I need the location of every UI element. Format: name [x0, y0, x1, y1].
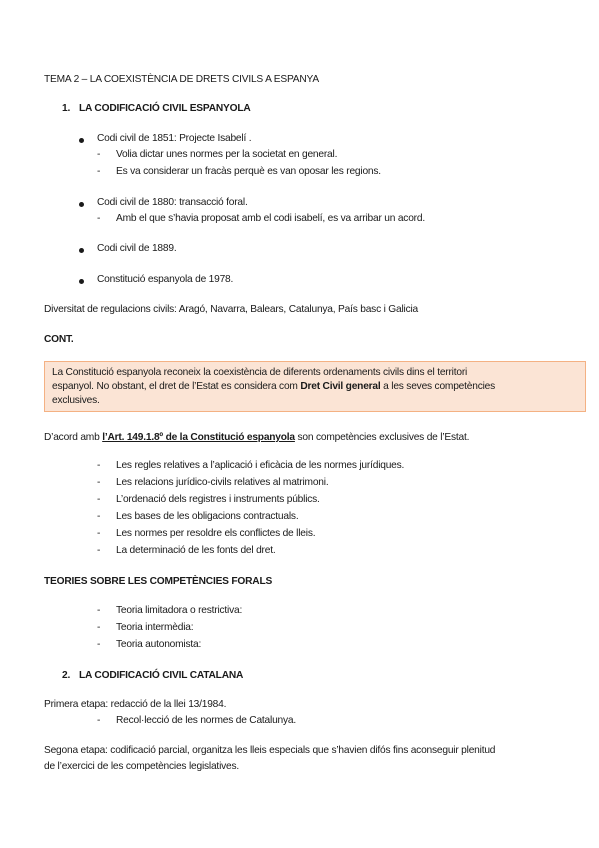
theory-item: Teoria intermèdia:	[116, 622, 194, 633]
dash-marker: -	[97, 622, 101, 633]
first-stage-subitem: Recol·lecció de les normes de Catalunya.	[116, 715, 296, 726]
section-2-heading: LA CODIFICACIÓ CIVIL CATALANA	[79, 670, 244, 681]
dash-marker: -	[97, 545, 101, 556]
dash-marker: -	[97, 494, 101, 505]
dash-marker: -	[97, 213, 101, 224]
callout-box	[44, 361, 586, 412]
article-line: D’acord amb l’Art. 149.1.8º de la Constitució espanyola son competències exclusives de l’Estat.	[44, 432, 470, 443]
dash-marker: -	[97, 511, 101, 522]
competency-item: Les relacions jurídico-civils relatives al matrimoni.	[116, 477, 329, 488]
competency-item: La determinació de les fonts del dret.	[116, 545, 276, 556]
dash-marker: -	[97, 605, 101, 616]
bullet-item: Codi civil de 1889.	[97, 243, 177, 254]
theories-heading: TEORIES SOBRE LES COMPETÈNCIES FORALS	[44, 576, 273, 587]
sub-item: Volia dictar unes normes per la societat en general.	[116, 149, 338, 160]
second-stage-line: de l’exercici de les competències legislatives.	[44, 761, 240, 772]
dash-marker: -	[97, 715, 101, 726]
competency-item: Les regles relatives a l’aplicació i eficàcia de les normes jurídiques.	[116, 460, 405, 471]
callout-line: espanyol. No obstant, el dret de l’Estat es considera com Dret Civil general a les seves competències	[52, 381, 496, 392]
dret-civil-general: Dret Civil general	[300, 381, 381, 392]
document-title: TEMA 2 – LA COEXISTÈNCIA DE DRETS CIVILS A ESPANYA	[44, 74, 319, 85]
section-2-number: 2.	[62, 670, 71, 681]
second-stage-line: Segona etapa: codificació parcial, organitza les lleis especials que s’havien difós fins aconseguir plenitud	[44, 745, 496, 756]
bullet-dot	[79, 248, 84, 253]
competency-item: Les normes per resoldre els conflictes de lleis.	[116, 528, 316, 539]
bullet-item: Codi civil de 1851: Projecte Isabelí .	[97, 133, 252, 144]
diversity-line: Diversitat de regulacions civils: Aragó, Navarra, Balears, Catalunya, País basc i Galicia	[44, 304, 419, 315]
dash-marker: -	[97, 477, 101, 488]
sub-item: Es va considerar un fracàs perquè es van oposar les regions.	[116, 166, 381, 177]
bullet-dot	[79, 202, 84, 207]
callout-line: exclusives.	[52, 395, 100, 406]
bullet-item: Constitució espanyola de 1978.	[97, 274, 234, 285]
cont-label: CONT.	[44, 334, 74, 345]
dash-marker: -	[97, 528, 101, 539]
article-reference: l’Art. 149.1.8º de la Constitució espanyola	[102, 432, 295, 443]
theory-item: Teoria autonomista:	[116, 639, 202, 650]
bullet-dot	[79, 279, 84, 284]
dash-marker: -	[97, 639, 101, 650]
dash-marker: -	[97, 149, 101, 160]
dash-marker: -	[97, 460, 101, 471]
first-stage-line: Primera etapa: redacció de la llei 13/1984.	[44, 699, 227, 710]
competency-item: L’ordenació dels registres i instruments públics.	[116, 494, 320, 505]
bullet-item: Codi civil de 1880: transacció foral.	[97, 197, 248, 208]
dash-marker: -	[97, 166, 101, 177]
sub-item: Amb el que s’havia proposat amb el codi isabelí, es va arribar un acord.	[116, 213, 425, 224]
competency-item: Les bases de les obligacions contractuals.	[116, 511, 299, 522]
section-1-heading: LA CODIFICACIÓ CIVIL ESPANYOLA	[79, 103, 251, 114]
theory-item: Teoria limitadora o restrictiva:	[116, 605, 243, 616]
section-1-number: 1.	[62, 103, 71, 114]
callout-line: La Constitució espanyola reconeix la coexistència de diferents ordenaments civils dins el territori	[52, 367, 468, 378]
bullet-dot	[79, 138, 84, 143]
